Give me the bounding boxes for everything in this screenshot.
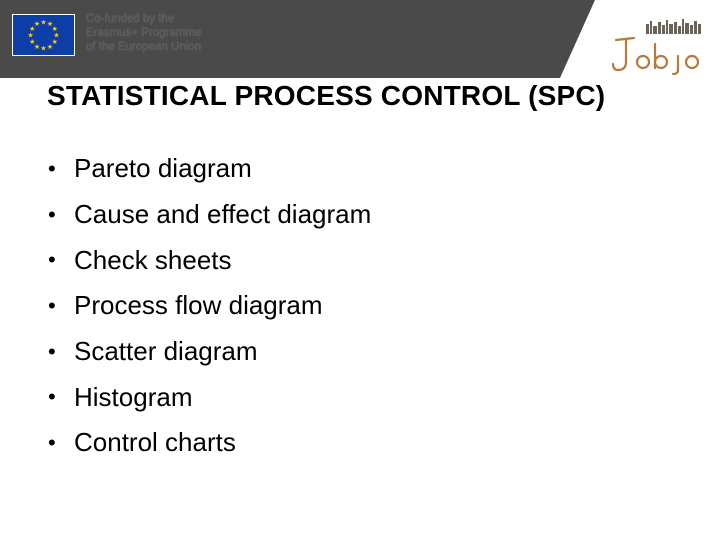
list-item-label: Control charts <box>74 427 236 458</box>
bullet-icon: • <box>48 155 56 181</box>
eu-star-icon: ★ <box>33 43 41 51</box>
bullet-icon: • <box>48 384 56 410</box>
eu-star-icon: ★ <box>46 21 54 29</box>
eu-star-icon: ★ <box>51 39 58 46</box>
bullet-icon: • <box>48 292 56 318</box>
list-item <box>48 146 371 192</box>
eu-star-icon: ★ <box>40 19 47 27</box>
eu-star-icon: ★ <box>53 32 60 40</box>
eu-star-icon: ★ <box>27 32 34 40</box>
eu-star-icon: ★ <box>29 26 36 33</box>
eu-funding-line-3: of the European Union <box>86 41 202 53</box>
bullet-icon: • <box>48 201 56 227</box>
list-item <box>48 329 371 375</box>
list-item <box>48 237 371 283</box>
eu-funding-text <box>86 12 246 54</box>
slide-title: STATISTICAL PROCESS CONTROL (SPC) <box>47 80 606 111</box>
list-item-label: Scatter diagram <box>74 336 258 367</box>
eu-star-icon: ★ <box>46 43 54 51</box>
list-item <box>48 192 371 238</box>
list-item-label: Cause and effect diagram <box>74 199 372 230</box>
eu-star-icon: ★ <box>29 39 36 46</box>
bullet-icon: • <box>48 429 56 455</box>
list-item <box>48 283 371 329</box>
bullet-icon: • <box>48 338 56 364</box>
eu-flag-icon <box>12 14 75 56</box>
bullet-icon: • <box>48 247 56 273</box>
bullet-list <box>48 146 371 466</box>
eu-funding-line-2: Erasmus+ Programme <box>86 27 202 39</box>
list-item <box>48 374 371 420</box>
list-item-label: Check sheets <box>74 244 232 275</box>
list-item-label: Process flow diagram <box>74 290 323 321</box>
eu-star-icon: ★ <box>33 21 41 29</box>
eu-star-icon: ★ <box>51 26 58 33</box>
jobjo-logo <box>612 16 712 76</box>
eu-star-icon: ★ <box>40 45 47 53</box>
list-item-label: Pareto diagram <box>74 153 252 184</box>
list-item-label: Histogram <box>74 381 193 412</box>
list-item <box>48 420 371 466</box>
eu-funding-line-1: Co-funded by the <box>86 13 175 25</box>
